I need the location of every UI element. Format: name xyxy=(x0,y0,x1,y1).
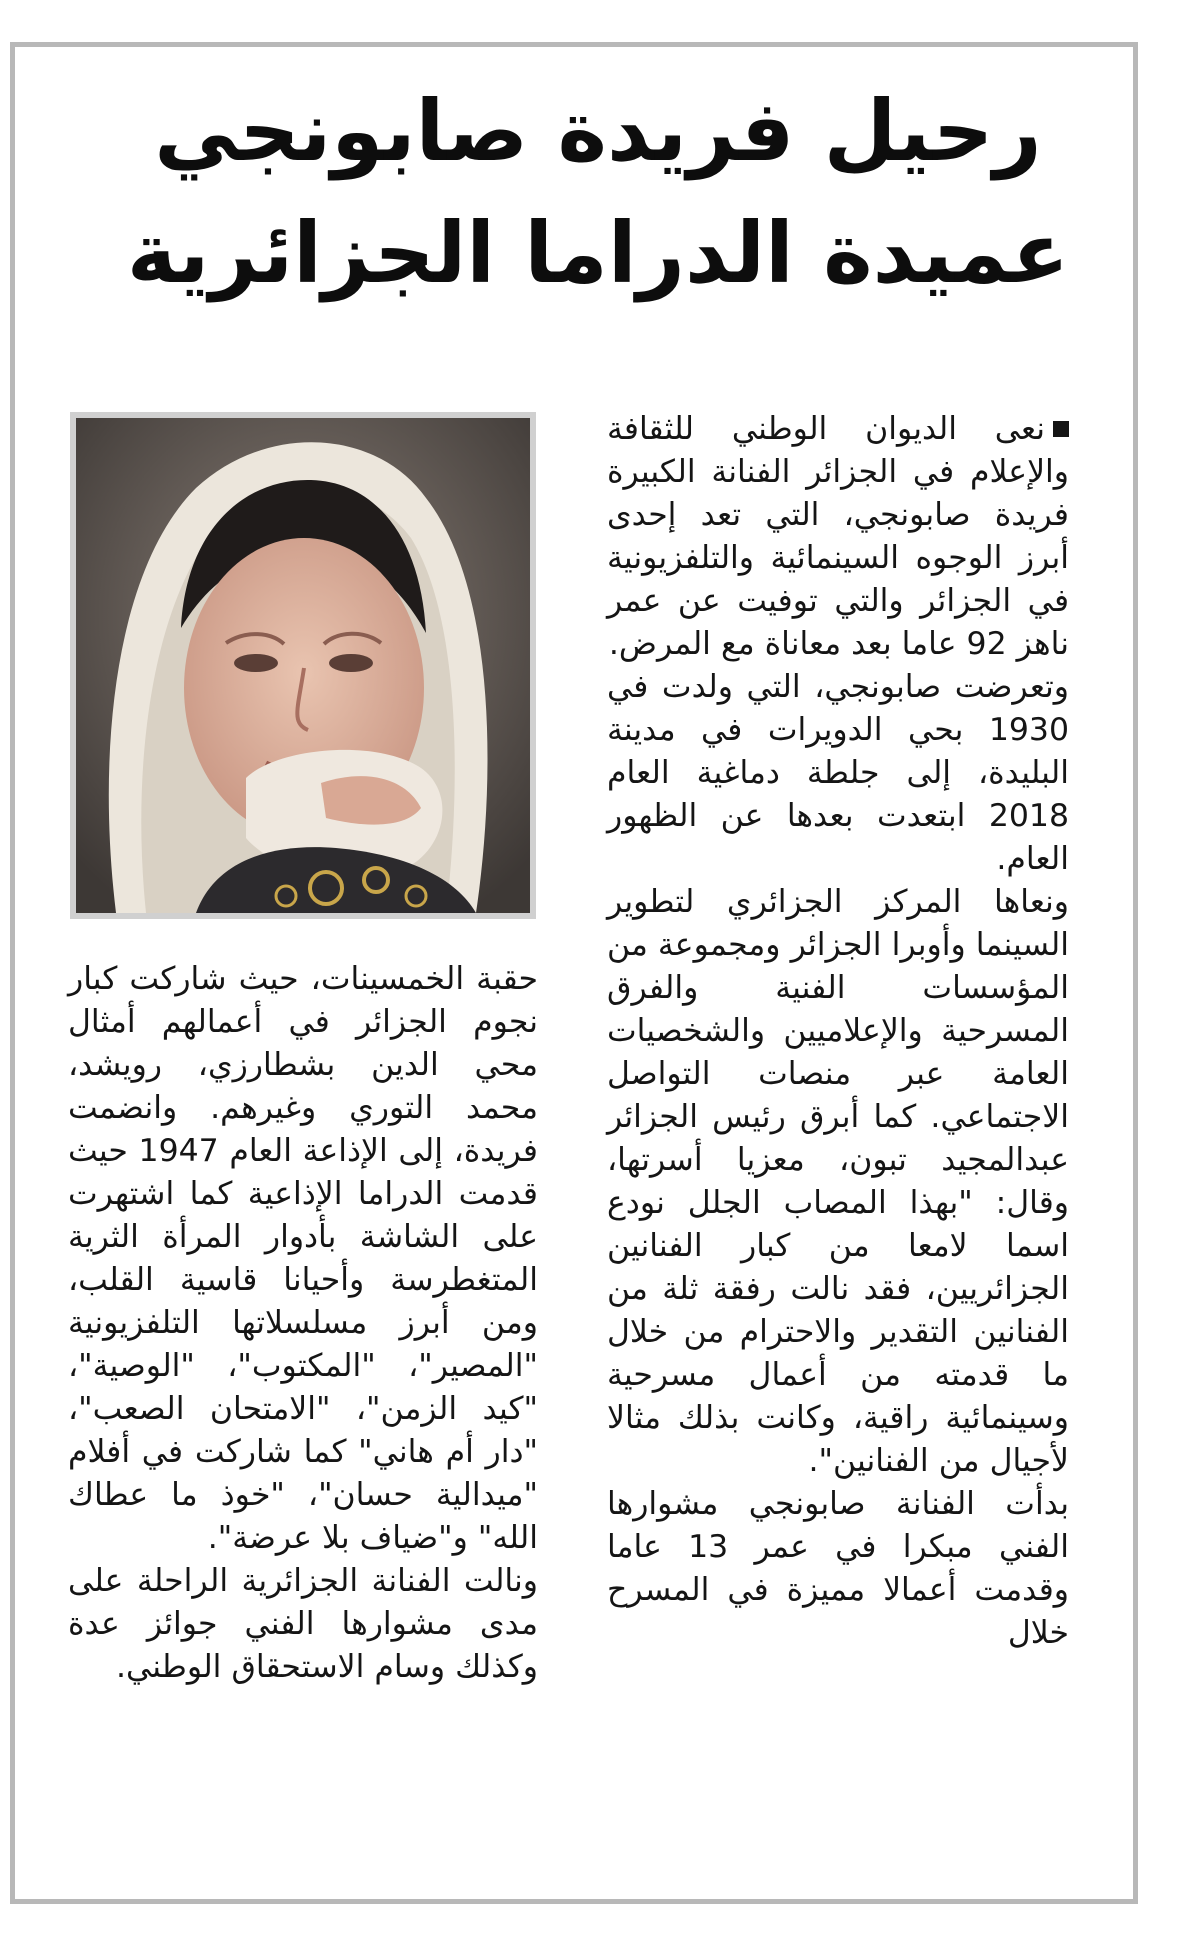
portrait-of-farida-saboundji-icon xyxy=(76,418,530,913)
article-photo xyxy=(70,412,536,919)
paragraph-5: حقبة الخمسينات، حيث شاركت كبار نجوم الجزائر في أعمالهم أمثال محي الدين بشطارزي، رويشد، محمد التوري وغيرهم. وانضمت فريدة، إلى الإذاعة العام 1947 حيث قدمت الدراما الإذاعية كما اشتهرت على الشاشة بأدوار المرأة الثرية المتغطرسة وأحيانا قاسية القلب، ومن أبرز مسلسلاتها التلفزيونية "المصير"، "المكتوب"، "الوصية"، "كيد الزمن"، "الامتحان الصعب"، "دار أم هاني" كما شاركت في أفلام "ميدالية حسان"، "خوذ ما عطاك الله" و"ضياف بلا عرضة". xyxy=(68,961,538,1556)
article-headline xyxy=(80,70,1116,314)
article-body-right-column xyxy=(607,408,1069,1655)
paragraph-4: بدأت الفنانة صابونجي مشوارها الفني مبكرا في عمر 13 عاما وقدمت أعمالا مميزة في المسرح خلال xyxy=(607,1486,1069,1651)
article-body-left-column xyxy=(68,958,538,1689)
paragraph-1-text: نعى الديوان الوطني للثقافة والإعلام في الجزائر الفنانة الكبيرة فريدة صابونجي، التي تعد إحدى أبرز الوجوه السينمائية والتلفزيونية في الجزائر والتي توفيت عن عمر ناهز 92 عاما بعد معاناة مع المرض. xyxy=(607,411,1069,662)
paragraph-2: وتعرضت صابونجي، التي ولدت في 1930 بحي الدويرات في مدينة البليدة، إلى جلطة دماغية العام 2018 ابتعدت بعدها عن الظهور العام. xyxy=(607,669,1069,877)
headline-line-2: عميدة الدراما الجزائرية xyxy=(126,204,1070,302)
paragraph-1 xyxy=(607,408,1069,666)
headline-line-1: رحيل فريدة صابونجي xyxy=(154,82,1042,180)
paragraph-6: ونالت الفنانة الجزائرية الراحلة على مدى مشوارها الفني جوائز عدة وكذلك وسام الاستحقاق الوطني. xyxy=(68,1563,538,1685)
paragraph-3: ونعاها المركز الجزائري لتطوير السينما وأوبرا الجزائر ومجموعة من المؤسسات الفنية والفرق المسرحية والإعلاميين والشخصيات العامة عبر منصات التواصل الاجتماعي. كما أبرق رئيس الجزائر عبدالمجيد تبون، معزيا أسرتها، وقال: "بهذا المصاب الجلل نودع اسما لامعا من كبار الفنانين الجزائريين، فقد نالت رفقة ثلة من الفنانين التقدير والاحترام من خلال ما قدمته من أعمال مسرحية وسينمائية راقية، وكانت بذلك مثالا لأجيال من الفنانين". xyxy=(607,884,1069,1479)
paragraph-bullet-icon xyxy=(1053,421,1069,437)
